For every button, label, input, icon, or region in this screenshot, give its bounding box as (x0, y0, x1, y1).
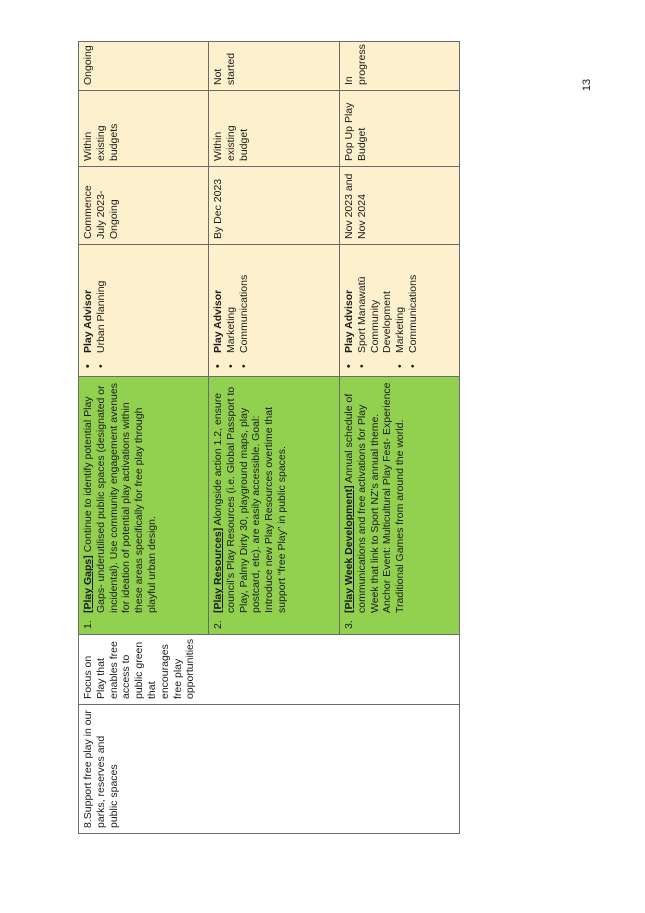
action-description (82, 382, 159, 613)
responsibility-item: • Communications (407, 250, 420, 371)
timeframe-cell (209, 167, 340, 245)
action-cell (79, 377, 209, 635)
timeframe-text: By Dec 2023 (212, 178, 224, 239)
action-number: 1. (82, 620, 94, 629)
status-cell (340, 42, 460, 91)
status-text: Ongoing (82, 45, 94, 85)
responsibility-cell (340, 245, 460, 377)
action-plan-table-rotated (78, 42, 459, 834)
action-number: 2. (212, 620, 224, 629)
action-tag: [Play Week Development] (343, 485, 355, 613)
action-tag: [Play Resources] (212, 527, 224, 613)
page-number-text: 13 (581, 78, 593, 92)
funding-text: Within existing budget (212, 125, 250, 161)
responsibility-cell (79, 245, 209, 377)
status-cell (79, 42, 209, 91)
status-cell (209, 42, 340, 91)
action-cell (340, 377, 460, 635)
status-text: Not started (212, 52, 237, 85)
action-description (343, 382, 407, 613)
timeframe-text: Commence July 2023- Ongoing (82, 185, 120, 239)
goal-cell (79, 705, 460, 834)
responsibility-item: • Sport Manawatū Community Development (356, 250, 394, 371)
focus-text: Focus on Play that enables free access to public green that encourages free play opportunities (82, 638, 197, 699)
rotated-table-area (78, 42, 459, 834)
action-text: Annual schedule of communications and free activations for Play Week that link to Sport NZ’s annual theme. Anchor Event: Multicultural Play Fest- Experience Traditional Games from around the world. (343, 382, 407, 613)
action-plan-table (78, 41, 460, 834)
responsibility-item: • Marketing (225, 250, 238, 371)
action-cell (209, 377, 340, 635)
timeframe-text: Nov 2023 and Nov 2024 (343, 173, 368, 239)
funding-cell (209, 91, 340, 167)
action-text: Continue to identify potential Play Gaps- underutilised public spaces (designated or incidental). Use community engagement avenues for ideation of potential play activations within these areas specifically for free play through playful urban design. (82, 383, 158, 613)
action-number: 3. (343, 620, 355, 629)
responsibility-lead: • Play Advisor (82, 250, 95, 371)
responsibility-item: • Marketing (394, 250, 407, 371)
action-description (212, 382, 289, 613)
timeframe-cell (79, 167, 209, 245)
action-text: Alongside action 1.2, ensure council’s Play Resources (i.e. Global Passport to Play, Palmy Dirty 30, playground maps, play postcard, etc). are easily accessible. Goal: Introduce new Play Resources overtime that support “free Play” in public spaces. (212, 386, 288, 613)
page-number (577, 70, 597, 100)
funding-text: Pop Up Play Budget (343, 102, 368, 161)
responsibility-list (82, 250, 108, 371)
responsibility-lead: • Play Advisor (343, 250, 356, 371)
responsibility-list (212, 250, 250, 371)
responsibility-cell (209, 245, 340, 377)
responsibility-lead: • Play Advisor (212, 250, 225, 371)
funding-cell (79, 91, 209, 167)
table-row (79, 42, 209, 834)
timeframe-cell (340, 167, 460, 245)
status-text: In progress (343, 44, 368, 85)
funding-cell (340, 91, 460, 167)
responsibility-list (343, 250, 420, 371)
action-tag: [Play Gaps] (82, 555, 94, 613)
responsibility-item: • Urban Planning (95, 250, 108, 371)
funding-text: Within existing budgets (82, 123, 120, 161)
goal-text: 8.Support free play in our parks, reserves and public spaces (82, 710, 120, 828)
responsibility-item: • Communications (238, 250, 251, 371)
focus-cell (79, 635, 460, 705)
